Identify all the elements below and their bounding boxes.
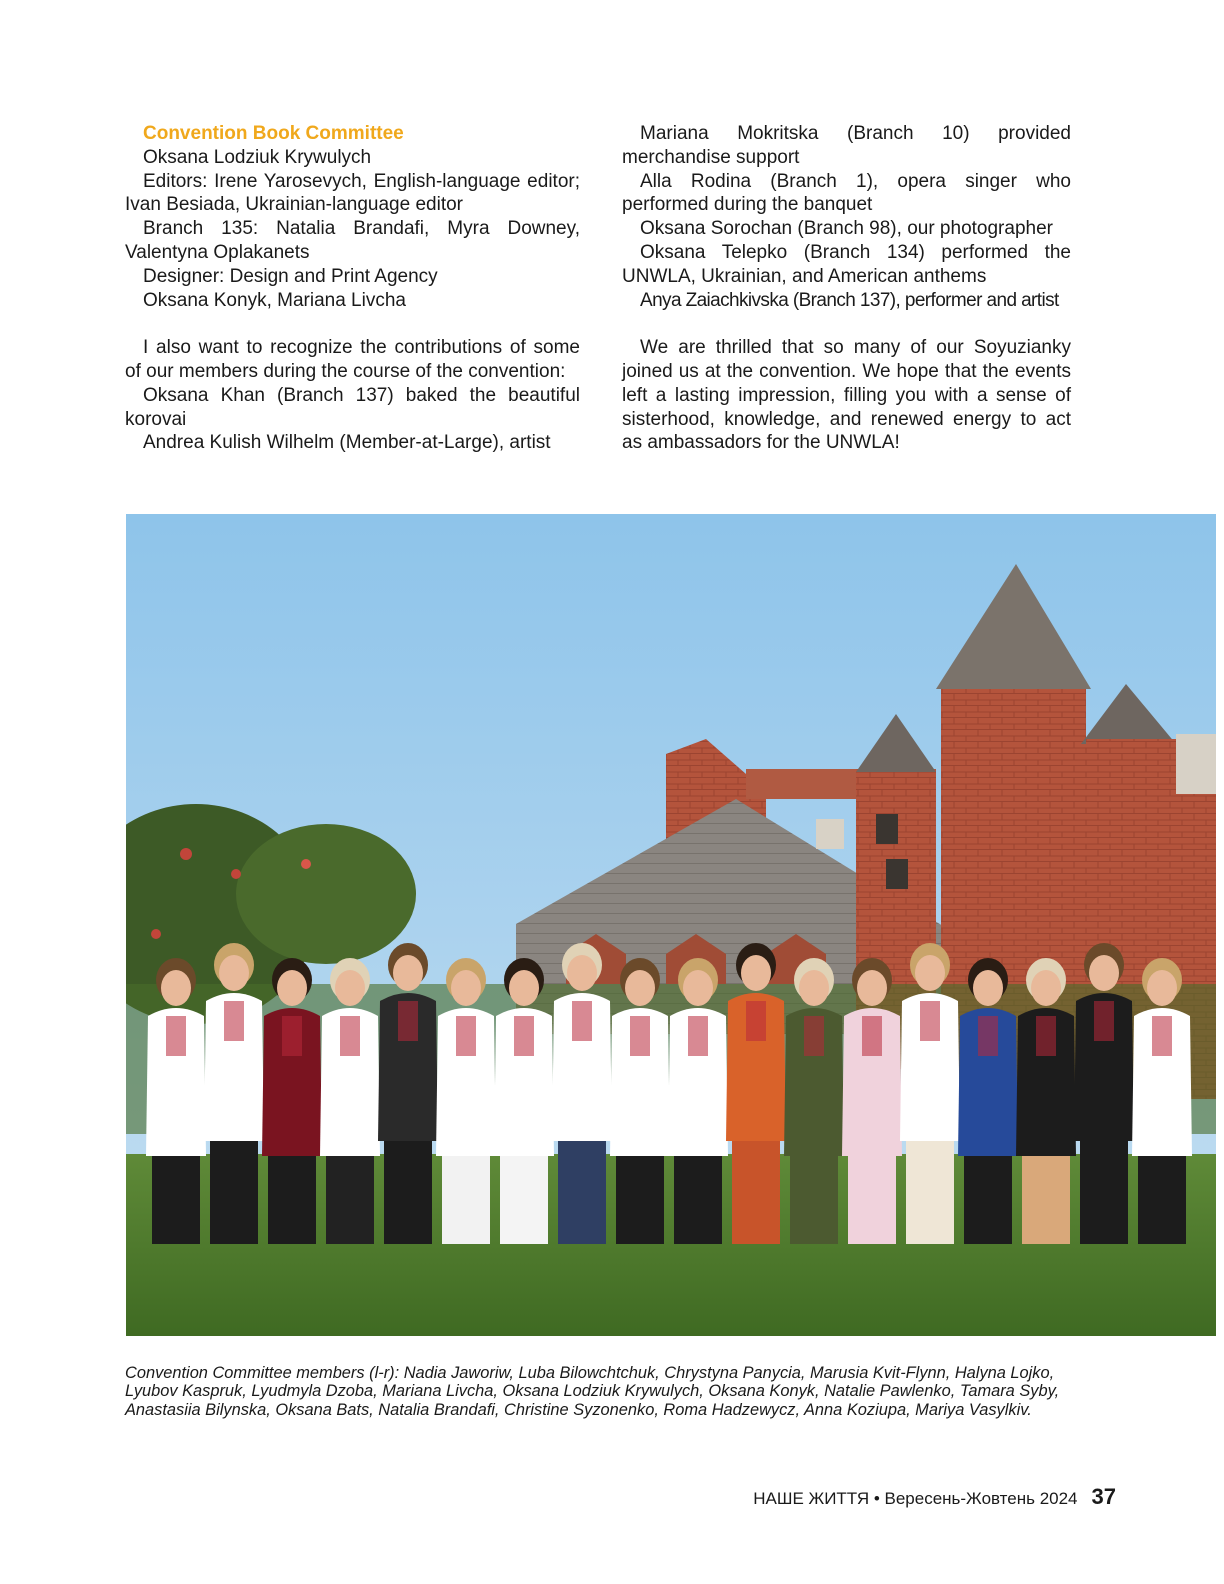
right-column xyxy=(622,122,1071,455)
committee-line: Editors: Irene Yarosevych, English-language editor; Ivan Besiada, Ukrainian-language editor xyxy=(125,170,580,216)
page-footer xyxy=(753,1484,1116,1510)
group-photo xyxy=(126,514,1216,1336)
page-number: 37 xyxy=(1091,1484,1116,1509)
contributor-line: Alla Rodina (Branch 1), opera singer who performed during the banquet xyxy=(622,170,1071,216)
contributor-line: Oksana Sorochan (Branch 98), our photographer xyxy=(640,218,1053,240)
recognition-paragraph: I also want to recognize the contributions of some of our members during the course of the convention: xyxy=(125,337,580,382)
publication-name: НАШЕ ЖИТТЯ • Вересень-Жовтень 2024 xyxy=(753,1489,1078,1508)
committee-line: Branch 135: Natalia Brandafi, Myra Downey, Valentyna Oplakanets xyxy=(125,218,580,263)
photo-caption: Convention Committee members (l-r): Nadia Jaworiw, Luba Bilowchtchuk, Chrystyna Panycia, Marusia Kvit-Flynn, Halyna Lojko, Lyubov Kaspruk, Lyudmyla Dzoba, Mariana Livcha, Oksana Lodziuk Krywulych, Oksana Konyk, Natalie Pawlenko, Tamara Syby, Anastasiia Bilynska, Oksana Bats, Natalia Brandafi, Christine Syzonenko, Roma Hadzewycz, Anna Koziupa, Mariya Vasylkiv. xyxy=(125,1364,1060,1419)
contributor-line: Anya Zaiachkivska (Branch 137), performer and artist xyxy=(640,289,1059,311)
contributor-line: Mariana Mokritska (Branch 10) provided merchandise support xyxy=(622,123,1071,168)
contributor-line: Oksana Khan (Branch 137) baked the beautiful korovai xyxy=(125,384,580,430)
closing-paragraph: We are thrilled that so many of our Soyuzianky joined us at the convention. We hope that the events left a lasting impression, filling you with a sense of sisterhood, knowledge, and renewed energy to act as ambassadors for the UNWLA! xyxy=(622,337,1071,454)
contributor-line: Oksana Telepko (Branch 134) performed the UNWLA, Ukrainian, and American anthems xyxy=(622,241,1071,287)
committee-line: Oksana Lodziuk Krywulych xyxy=(143,146,372,168)
committee-line: Oksana Konyk, Mariana Livcha xyxy=(143,289,406,311)
committee-heading: Convention Book Committee xyxy=(143,123,404,144)
contributor-line: Andrea Kulish Wilhelm (Member-at-Large), artist xyxy=(143,432,551,454)
left-column xyxy=(125,122,580,455)
committee-line: Designer: Design and Print Agency xyxy=(143,265,438,287)
